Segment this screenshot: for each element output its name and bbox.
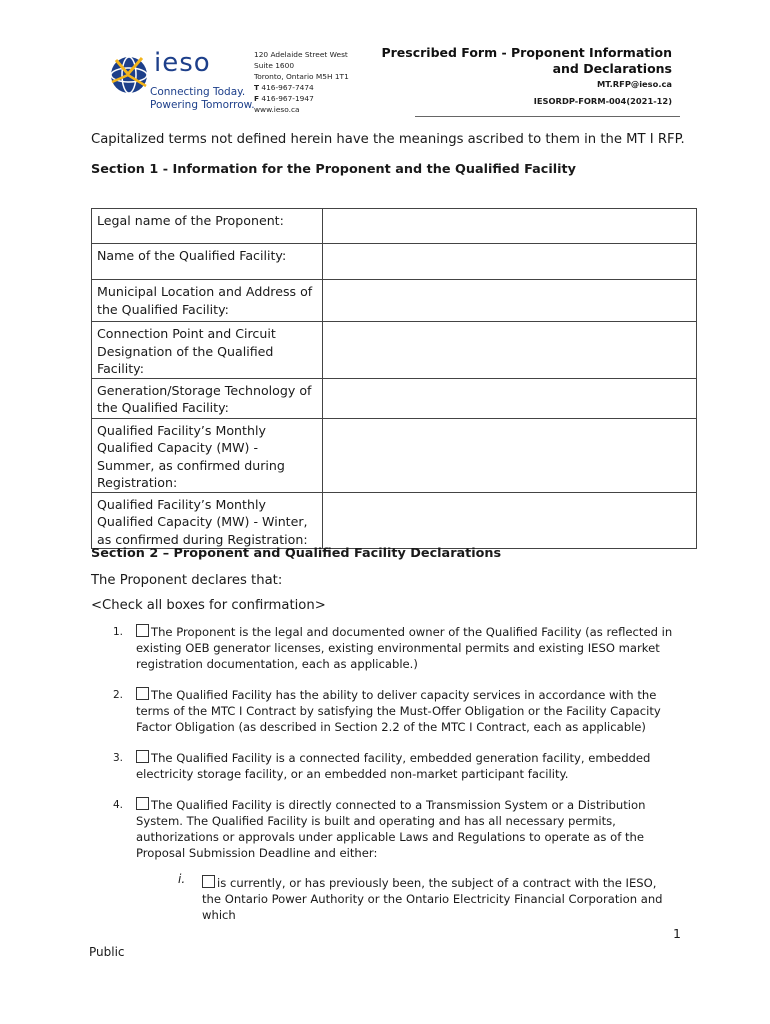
website-link[interactable]: www.ieso.ca [254, 105, 300, 114]
table-row [92, 209, 697, 244]
logo-wordmark: ieso [154, 48, 211, 78]
declaration-item-4 [136, 797, 676, 861]
logo-tagline: Connecting Today. Powering Tomorrow. [150, 86, 255, 111]
sub-item-i-checkbox[interactable] [202, 875, 215, 888]
item-number: 3. [113, 752, 124, 764]
section-1-title: Section 1 - Information for the Proponent and the Qualified Facility [91, 162, 576, 177]
declaration-item-1 [136, 624, 676, 672]
declaration-item-3 [136, 750, 681, 782]
sub-item-number: i. [178, 872, 186, 886]
address-line-3: Toronto, Ontario M5H 1T1 [254, 72, 349, 81]
item-number: 4. [113, 799, 124, 811]
form-title-line-2: and Declarations [552, 61, 672, 76]
declares-text: The Proponent declares that: [91, 573, 283, 588]
table-row [92, 378, 697, 418]
connection-point-field[interactable] [323, 322, 697, 379]
row-label: Connection Point and Circuit Designation of the Qualified Facility: [92, 322, 323, 379]
facility-name-field[interactable] [323, 244, 697, 280]
facility-address-field[interactable] [323, 280, 697, 322]
summer-capacity-field[interactable] [323, 418, 697, 492]
declaration-2-checkbox[interactable] [136, 687, 149, 700]
declaration-text: The Qualified Facility is directly connected to a Transmission System or a Distribution System. The Qualified Facility is built and operating and has all necessary permits, authorizations or approvals under applicable Laws and Regulations to operate as of the Proposal Submission Deadline and either: [136, 798, 646, 860]
intro-text: Capitalized terms not defined herein have the meanings ascribed to them in the MT I RFP. [91, 132, 685, 147]
technology-field[interactable] [323, 378, 697, 418]
table-row [92, 492, 697, 549]
page-number: 1 [673, 926, 681, 941]
form-title-line-1: Prescribed Form - Proponent Information [381, 45, 672, 60]
proponent-info-table [91, 208, 697, 549]
declaration-item-2 [136, 687, 681, 735]
address-line-2: Suite 1600 [254, 61, 295, 70]
declaration-4-checkbox[interactable] [136, 797, 149, 810]
row-label: Generation/Storage Technology of the Qualified Facility: [92, 378, 323, 418]
rfp-email-link[interactable]: MT.RFP@ieso.ca [596, 79, 672, 89]
declaration-1-checkbox[interactable] [136, 624, 149, 637]
form-id: IESORDP-FORM-004(2021-12) [533, 96, 672, 106]
ieso-logo [104, 44, 254, 116]
table-row [92, 280, 697, 322]
declaration-text: The Qualified Facility is a connected facility, embedded generation facility, embedded electricity storage facility, or an embedded non-market participant facility. [136, 751, 651, 781]
form-header [381, 45, 672, 106]
declaration-text: The Qualified Facility has the ability to deliver capacity services in accordance with the terms of the MTC I Contract by satisfying the Must-Offer Obligation or the Facility Capacity Factor Obligation (as described in Section 2.2 of the MTC I Contract, each as applicable) [136, 688, 661, 734]
row-label: Legal name of the Proponent: [92, 209, 323, 244]
declaration-text: is currently, or has previously been, the subject of a contract with the IESO, the Ontario Power Authority or the Ontario Electricity Financial Corporation and which [202, 876, 663, 922]
item-number: 2. [113, 689, 124, 701]
table-row [92, 244, 697, 280]
ieso-address-block [254, 49, 349, 115]
section-2-title: Section 2 – Proponent and Qualified Facility Declarations [91, 546, 502, 561]
item-number: 1. [113, 626, 124, 638]
row-label: Qualified Facility’s Monthly Qualified Capacity (MW) - Summer, as confirmed during Registration: [92, 418, 323, 492]
declaration-sub-item-i [202, 875, 672, 923]
declaration-3-checkbox[interactable] [136, 750, 149, 763]
phone-line: T 416-967-7474 [254, 83, 314, 92]
row-label: Qualified Facility’s Monthly Qualified Capacity (MW) - Winter, as confirmed during Registration: [92, 492, 323, 549]
address-line-1: 120 Adelaide Street West [254, 50, 348, 59]
table-row [92, 322, 697, 379]
row-label: Municipal Location and Address of the Qualified Facility: [92, 280, 323, 322]
declaration-text: The Proponent is the legal and documented owner of the Qualified Facility (as reflected in existing OEB generator licenses, existing environmental permits and existing IESO market registration documentation, each as applicable.) [136, 625, 673, 671]
fax-line: F 416-967-1947 [254, 94, 314, 103]
classification-label: Public [89, 945, 125, 959]
check-all-instruction: <Check all boxes for confirmation> [91, 598, 326, 613]
ieso-globe-icon [106, 52, 152, 98]
table-row [92, 418, 697, 492]
header-divider [415, 116, 680, 117]
legal-name-field[interactable] [323, 209, 697, 244]
row-label: Name of the Qualified Facility: [92, 244, 323, 280]
winter-capacity-field[interactable] [323, 492, 697, 549]
